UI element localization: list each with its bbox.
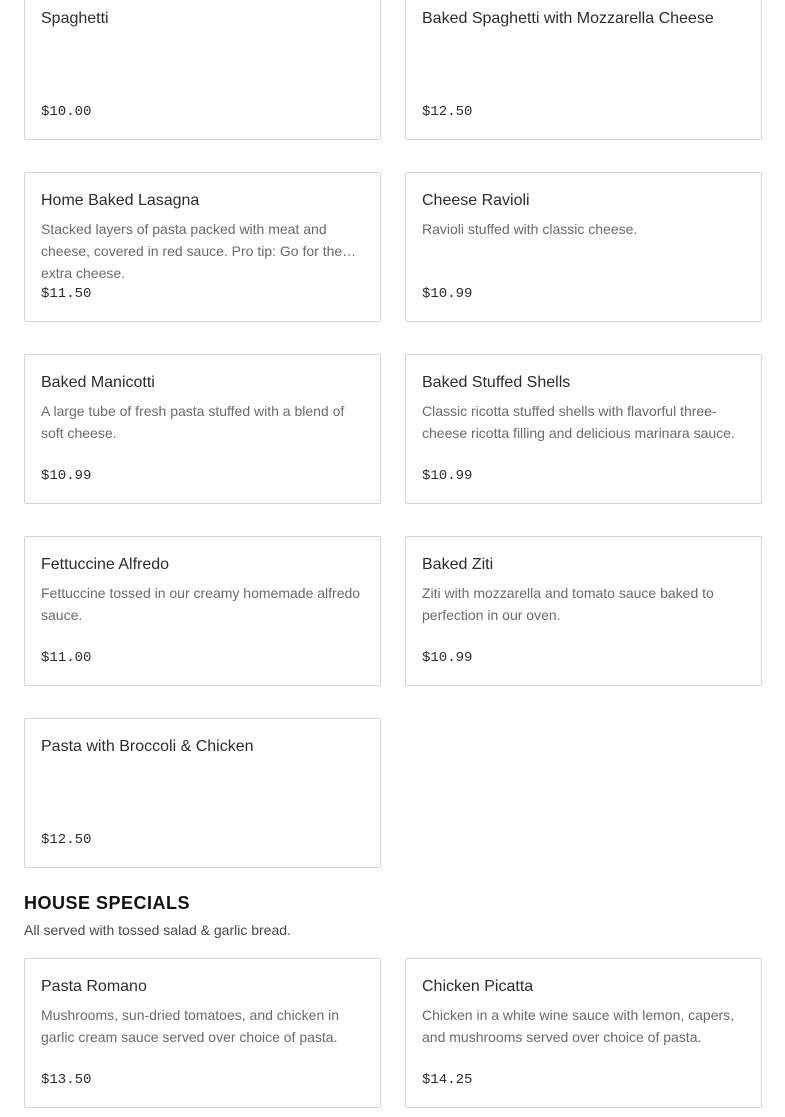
menu-item-price: $10.00: [41, 104, 92, 120]
menu-item-price: $12.50: [422, 104, 473, 120]
menu-item-description: Ziti with mozzarella and tomato sauce baked to perfection in our oven.: [422, 585, 714, 623]
menu-item-price: $11.50: [41, 286, 92, 302]
menu-item-card[interactable]: [24, 958, 381, 1108]
menu-item-price: $10.99: [41, 468, 92, 484]
menu-item-price: $10.99: [422, 468, 473, 484]
menu-item-card[interactable]: [24, 172, 381, 322]
menu-item-name: Baked Manicotti: [41, 374, 155, 391]
menu-item-price: $14.25: [422, 1072, 473, 1088]
menu-item-card[interactable]: [405, 172, 762, 322]
section-subtitle: All served with tossed salad & garlic bread.: [24, 922, 291, 938]
menu-item-name: Baked Stuffed Shells: [422, 374, 571, 391]
menu-item-name: Chicken Picatta: [422, 978, 534, 995]
menu-item-card[interactable]: [405, 0, 762, 140]
menu-item-price: $11.00: [41, 650, 92, 666]
menu-item-description: Ravioli stuffed with classic cheese.: [422, 221, 638, 237]
menu-item-card[interactable]: [24, 354, 381, 504]
menu-item-price: $10.99: [422, 650, 473, 666]
menu-item-description: Stacked layers of pasta packed with meat and cheese, covered in red sauce. Pro tip: Go for the extra cheese.: [41, 221, 343, 281]
menu-item-name: Baked Spaghetti with Mozzarella Cheese: [422, 10, 714, 27]
menu-item-price: $13.50: [41, 1072, 92, 1088]
menu-item-description: Chicken in a white wine sauce with lemon, capers, and mushrooms served over choice of pasta.: [422, 1007, 735, 1045]
menu-item-description: Mushrooms, sun-dried tomatoes, and chicken in garlic cream sauce served over choice of pasta.: [41, 1007, 340, 1045]
menu-item-name: Baked Ziti: [422, 556, 494, 573]
menu-item-card[interactable]: [24, 718, 381, 868]
menu-item-name: Pasta with Broccoli & Chicken: [41, 738, 254, 755]
menu-item-description: Fettuccine tossed in our creamy homemade alfredo sauce.: [41, 585, 361, 623]
menu-item-card[interactable]: [405, 354, 762, 504]
menu-item-card[interactable]: [24, 536, 381, 686]
menu-item-description: A large tube of fresh pasta stuffed with a blend of soft cheese.: [41, 403, 345, 441]
menu-item-name: Pasta Romano: [41, 978, 147, 995]
section-title: HOUSE SPECIALS: [24, 893, 191, 913]
menu-item-name: Home Baked Lasagna: [41, 192, 200, 209]
menu-item-name: Spaghetti: [41, 10, 109, 27]
menu-item-card[interactable]: [405, 958, 762, 1108]
menu-item-card[interactable]: [24, 0, 381, 140]
menu-item-name: Fettuccine Alfredo: [41, 556, 170, 573]
menu-item-card[interactable]: [405, 536, 762, 686]
menu-item-description: Classic ricotta stuffed shells with flavorful three-cheese ricotta filling and delicious marinara sauce.: [422, 403, 735, 441]
menu-item-price: $12.50: [41, 832, 92, 848]
menu-item-name: Cheese Ravioli: [422, 192, 530, 209]
menu-item-price: $10.99: [422, 286, 473, 302]
